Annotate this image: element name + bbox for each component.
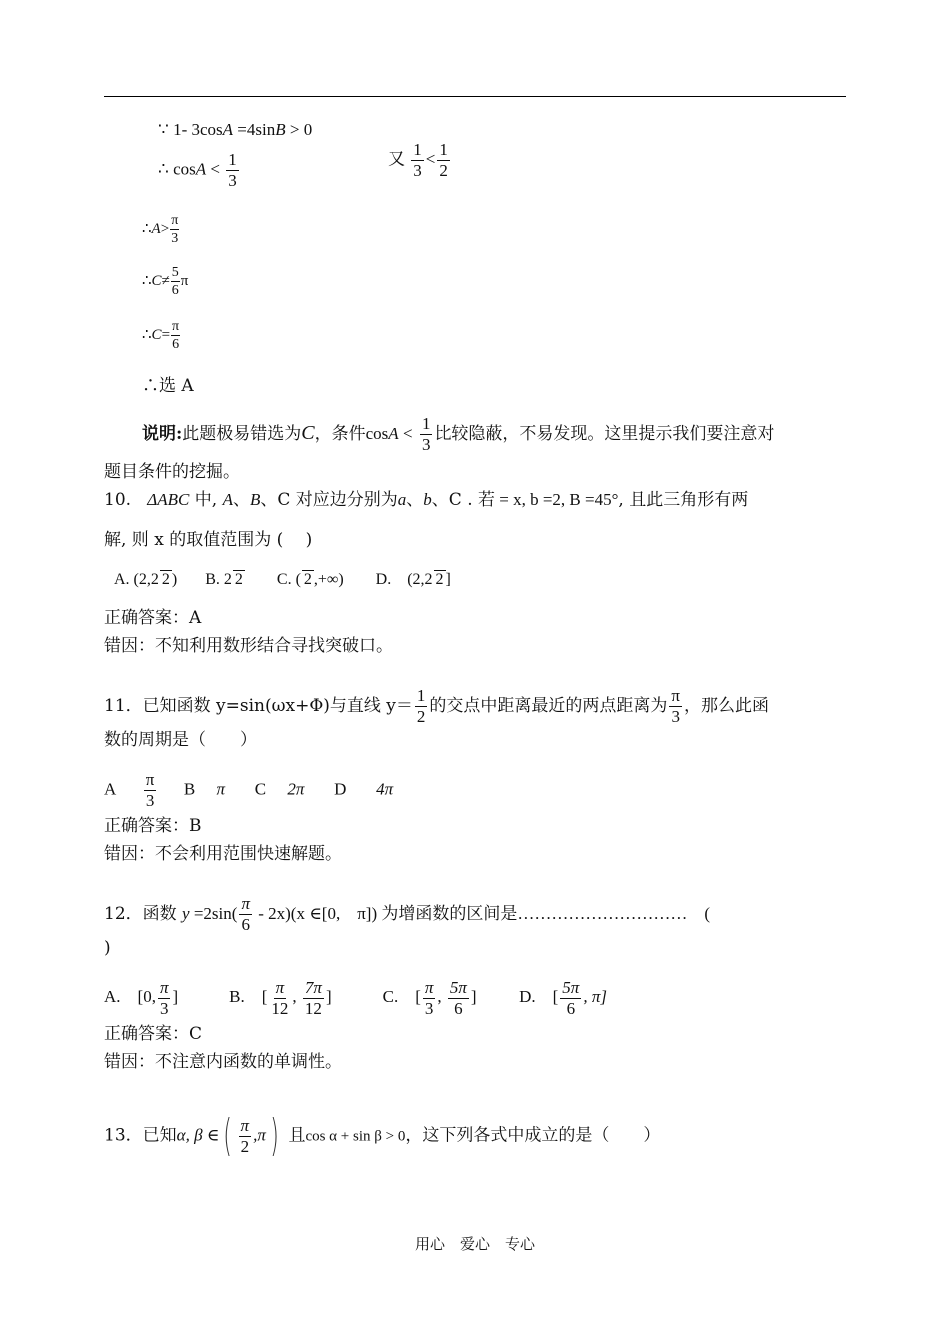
q11-stem-2: 数的周期是（ ）	[104, 730, 257, 750]
page-footer: 用心 爱心 专心	[414, 1235, 535, 1253]
q12-stem-2: )	[104, 938, 111, 958]
q11-reason: 错因：不会利用范围快速解题。	[104, 844, 342, 864]
q10-option-c: C. ( 2 ,+∞)	[276, 571, 344, 588]
deriv-aside: 又 $\frac{1}{3}$ < $\frac{1}{2}$	[388, 140, 448, 180]
q10-option-a: A. (2,2 2 )	[114, 571, 178, 588]
q10-option-b: B. 2 2	[205, 571, 243, 588]
q10-option-d: D. (2,2 2 ]	[375, 571, 451, 588]
deriv-A: ∴A> $\frac{\pi}{3}$	[142, 213, 179, 246]
deriv-line-1: ∵ 1- 3cosA =4sinB > 0	[158, 120, 313, 139]
q12-options	[104, 978, 607, 1019]
q12-option-b: B. [ $\frac{\pi}{12}$ , $\frac{7\pi}{12}$ ]	[229, 978, 332, 1018]
deriv-C-neq: ∴C≠ $\frac{5}{6}$ π	[142, 265, 189, 298]
q12-stem-1: 12．函数 y =2sin( $\frac{\pi}{6}$ - 2x)(x ∈[0, π]) 为增函数的区间是………………………… (	[104, 894, 711, 934]
header-rule	[104, 96, 846, 97]
q10-reason: 错因：不知利用数形结合寻找突破口。	[104, 636, 393, 656]
deriv-line-2: ∴ cosA < $\frac{1}{3}$	[158, 150, 237, 190]
deriv-C-eq: ∴C= $\frac{\pi}{6}$	[142, 319, 180, 352]
q12-reason: 错因：不注意内函数的单调性。	[104, 1052, 342, 1072]
q12-option-c: C. [ $\frac{\pi}{3}$ , $\frac{5\pi}{6}$ ]	[382, 978, 477, 1018]
q10-answer: 正确答案：A	[104, 608, 202, 628]
q10-options	[114, 568, 451, 592]
q10-stem-1: 10. ΔABC 中, A、B、C 对应边分别为a、b、C . 若 = x, b =2, B =45°, 且此三角形有两	[104, 490, 749, 510]
q11-answer: 正确答案：B	[104, 816, 202, 836]
q12-option-d: D. [ $\frac{5\pi}{6}$ , π]	[519, 978, 607, 1018]
q11-options: A $\frac{\pi}{3}$ B π C 2π D 4π	[104, 770, 394, 810]
q12-answer: 正确答案：C	[104, 1024, 203, 1044]
q13-stem: 13．已知α, β ∈( $\frac{\pi}{2}$ ,π) 且cos α + sin β > 0，这下列各式中成立的是（ ）	[104, 1110, 661, 1161]
note-line-2: 题目条件的挖掘。	[104, 462, 240, 482]
note-line-1: 说明:此题极易错选为C，条件cosA < $\frac{1}{3}$ 比较隐蔽，不易发现。这里提示我们要注意对	[142, 414, 775, 454]
deriv-choose: ∴选 A	[142, 376, 194, 396]
q10-stem-2: 解, 则 x 的取值范围为 ( )	[104, 530, 313, 550]
q11-stem-1: 11．已知函数 y=sin(ωx+Φ)与直线 y＝ $\frac{1}{2}$ 的交点中距离最近的两点距离为 $\frac{\pi}{3}$ ，那么此函	[104, 686, 769, 726]
q12-option-a: A. [0, $\frac{\pi}{3}$ ]	[104, 978, 179, 1018]
